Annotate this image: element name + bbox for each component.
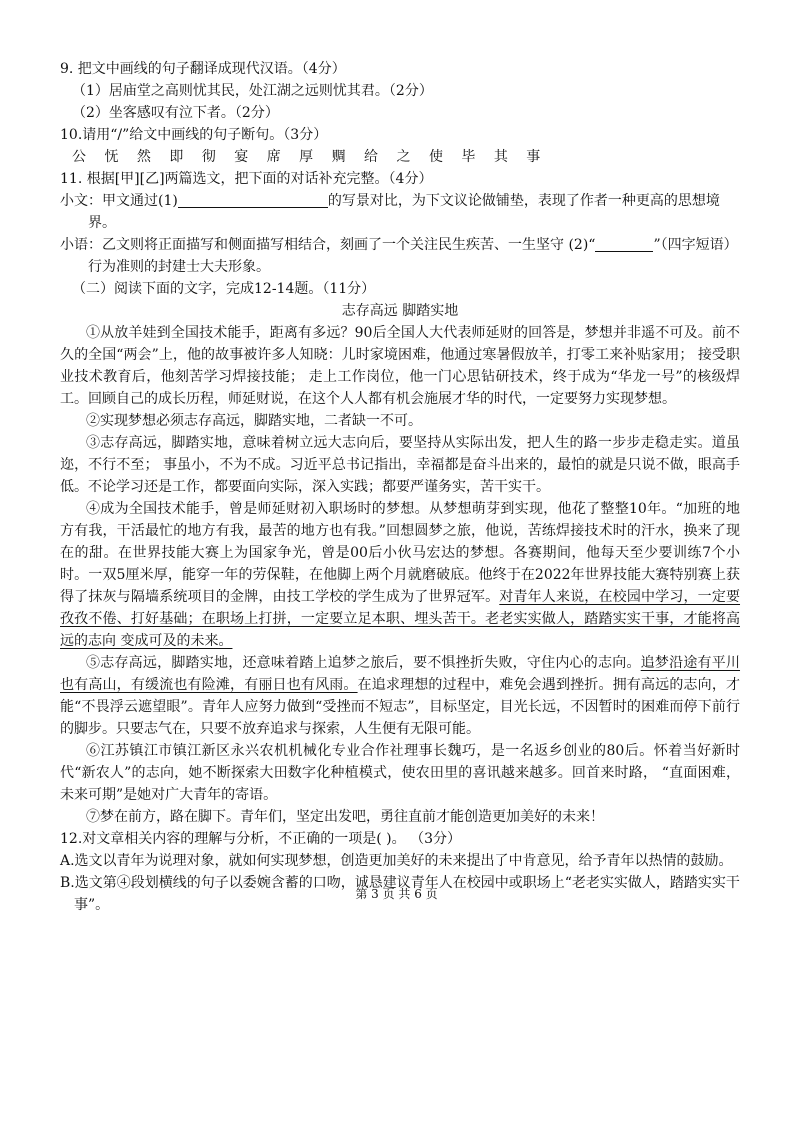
q11-xiaoyu xyxy=(60,234,740,278)
q9-item-2: （2）坐客感叹有泣下者。（2分） xyxy=(72,105,279,121)
q11-xiaowen xyxy=(60,190,740,234)
q11-xiaowen-pre: 小文：甲文通过(1) xyxy=(60,193,178,209)
paragraph-2: ②实现梦想必须志存高远，脚踏实地，二者缺一不可。 xyxy=(86,413,422,429)
q12-option-a: A.选文以青年为说理对象，就如何实现梦想，创造更加美好的未来提出了中肯意见，给予青年以热情的鼓励。 xyxy=(60,853,733,869)
q10-stem: 10.请用“/”给文中画线的句子断句。（3分） xyxy=(60,127,328,143)
answer-blank-1 xyxy=(178,192,328,208)
paragraph-5 xyxy=(60,652,740,740)
page-footer: 第 3 页 共 6 页 xyxy=(355,887,438,901)
paragraph-5-lead: ⑤志存高远，脚踏实地，还意味着踏上追梦之旅后，要不惧挫折失败，守住内心的志向。 xyxy=(86,655,641,671)
exam-page xyxy=(60,58,740,916)
paragraph-4-text: ④成为全国技术能手，曾是师延财初入职场时的梦想。从梦想萌芽到实现，他花了整整10年。“加班的地方有我，干活最忙的地方有我，最苦的地方也有我。”回想圆梦之旅，他说，苦练焊接技术时的汗水，换来了现在的甜。在世界技能大赛上为国家争光，曾是00后小伙马宏达的梦想。各赛期间，他每天至少要训练7个小时。一双5厘米厚，能穿一年的劳保鞋，在他脚上两个月就磨破底。他终于在2022年世界技能大赛特别赛上获得了抹灰与隔墙系统项目的金牌，由技工学校的学生成为了世界冠军。 xyxy=(60,501,740,605)
q12-stem: 12.对文章相关内容的理解与分析，不正确的一项是( )。 （3分） xyxy=(60,831,461,847)
paragraph-6: ⑥江苏镇江市镇江新区永兴农机机械化专业合作社理事长魏巧，是一名返乡创业的80后。怀着当好新时代“新农人”的志向，她不断探索大田数字化种植模式，使农田里的喜讯越来越多。回首来时路， “直面困难，未来可期”是她对广大青年的寄语。 xyxy=(60,743,740,803)
article-title: 志存高远 脚踏实地 xyxy=(341,303,459,319)
q12-option-b: B.选文第④段划横线的句子以委婉含蓄的口吻，诚恳建议青年人在校园中或职场上“老老实实做人，踏踏实实干事”。 xyxy=(60,875,740,913)
q11-xiaoyu-pre: 小语：乙文则将正面描写和侧面描写相结合，刻画了一个关注民生疾苦、一生坚守 (2)“ xyxy=(60,237,596,253)
paragraph-7: ⑦梦在前方，路在脚下。青年们，坚定出发吧，勇往直前才能创造更加美好的未来！ xyxy=(86,809,604,825)
q11-xiaoyu-post: ”（四字短语）行为准则的封建士大夫形象。 xyxy=(88,237,738,275)
section-2-heading: （二）阅读下面的文字，完成12-14题。（11分） xyxy=(72,281,376,297)
q9-stem: 9. 把文中画线的句子翻译成现代汉语。（4分） xyxy=(60,61,346,77)
q11-stem: 11. 根据[甲][乙]两篇选文，把下面的对话补充完整。（4分） xyxy=(60,171,433,187)
q10-sentence: 公 怃 然 即 彻 宴 席 厚 赒 给 之 使 毕 其 事 xyxy=(72,149,548,165)
paragraph-3: ③志存高远，脚踏实地，意味着树立远大志向后，要坚持从实际出发，把人生的路一步步走稳走实。道虽迩，不行不至； 事虽小，不为不成。习近平总书记指出，幸福都是奋斗出来的，最怕的就是只说不做，眼高手低。不论学习还是工作，都要面向实际，深入实践；都要严谨务实，苦干实干。 xyxy=(60,435,740,495)
q11-xiaowen-post: 的写景对比，为下文议论做铺垫，表现了作者一种更高的思想境界。 xyxy=(88,193,720,231)
paragraph-5-underlined-sentence: 追梦沿途有平川也有高山，有缓流也有险滩，有丽日也有风雨。 xyxy=(60,655,741,693)
paragraph-4 xyxy=(60,498,740,652)
paragraph-1: ①从放羊娃到全国技术能手，距离有多远？90后全国人大代表师延财的回答是，梦想并非遥不可及。前不久的全国“两会”上，他的故事被许多人知晓：儿时家境困难，他通过寒暑假放羊，打零工来补贴家用； 接受职业技术教育后，他刻苦学习焊接技能； 走上工作岗位，他一门心思钻研技术，终于成为“华龙一号”的核级焊工。回顾自己的成长历程，师延财说，在这个人人都有机会施展才华的时代，一定要努力实现梦想。 xyxy=(60,325,740,407)
paragraph-5-rest: 在追求理想的过程中，难免会遇到挫折。拥有高远的志向，才能“不畏浮云遮望眼”。青年人应努力做到“受挫而不短志”，目标坚定，目光长远，不因暂时的困难而停下前行的脚步。只要志气在，只要不放弃追求与探索，人生便有无限可能。 xyxy=(60,677,741,737)
q9-item-1: （1）居庙堂之高则忧其民，处江湖之远则忧其君。（2分） xyxy=(72,83,433,99)
answer-blank-2 xyxy=(595,236,653,252)
paragraph-4-underlined-sentence: 对青年人来说，在校园中学习，一定要孜孜不倦、打好基础；在职场上打拼，一定要立足本职、埋头苦干。老老实实做人，踏踏实实干事，才能将高远的志向 变成可及的未来。 xyxy=(60,589,741,649)
